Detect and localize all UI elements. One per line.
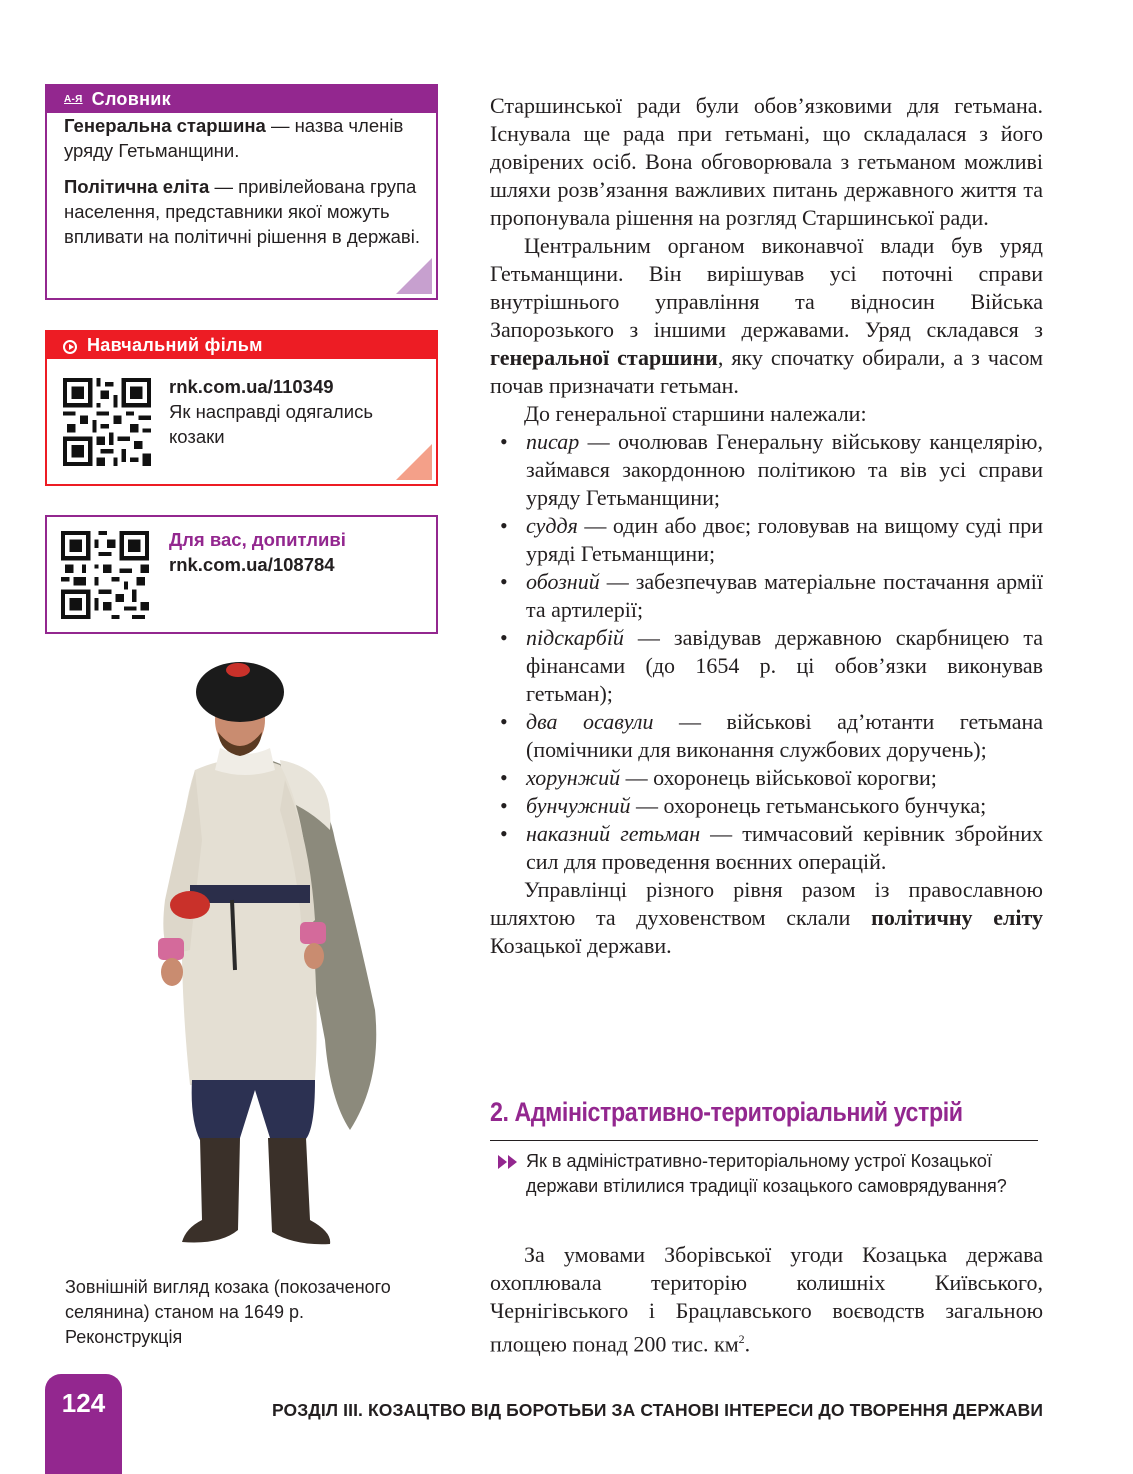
official-title: писар: [526, 429, 580, 454]
official-title: обозний: [526, 569, 600, 594]
official-title: суддя: [526, 513, 578, 538]
official-description: — забезпечував матеріальне постачання армії та артилерії;: [526, 569, 1043, 622]
curious-url[interactable]: rnk.com.ua/108784: [169, 554, 335, 575]
illustration-caption: Зовнішній вигляд козака (покозаченого селянина) станом на 1649 р. Реконструкція: [65, 1277, 391, 1347]
curious-link-block: [169, 527, 419, 577]
superscript: 2: [738, 1332, 745, 1346]
term-bold: генеральної старшини: [490, 345, 718, 370]
section-text: [490, 1241, 1043, 1358]
page-number: 124: [45, 1374, 122, 1474]
official-title: два осавули: [526, 709, 654, 734]
list-item: [490, 568, 1043, 624]
film-header: [47, 332, 436, 359]
curious-title: Для вас, допитливі: [169, 529, 346, 550]
glossary-term: Генеральна старшина: [64, 115, 266, 136]
running-head: РОЗДІЛ ІІІ. КОЗАЦТВО ВІД БОРОТЬБИ ЗА СТАНОВІ ІНТЕРЕСИ ДО ТВОРЕННЯ ДЕРЖАВИ: [271, 1400, 1043, 1420]
glossary-header: [47, 86, 436, 113]
paragraph: Старшинської ради були обов’язковими для гетьмана. Існувала ще рада при гетьмані, що складалася з його довірених осіб. Вона обговорювала з гетьманом можливі шляхи розв’язання важливих питань державного життя та пропонувала рішення на розгляд Старшинської ради.: [490, 93, 1043, 230]
paragraph: До генеральної старшини належали:: [524, 401, 867, 426]
corner-decoration: [396, 258, 432, 294]
glossary-box: [45, 84, 438, 300]
film-description: Як насправді одягались козаки: [169, 401, 373, 447]
cossack-illustration: [120, 660, 390, 1250]
paragraph: [490, 876, 1043, 960]
film-title: Навчальний фільм: [87, 335, 263, 355]
glossary-entry: [64, 174, 420, 249]
section-divider: [490, 1140, 1038, 1141]
list-item: [490, 428, 1043, 512]
question-text: Як в адміністративно-територіальному устрої Козацької держави втілилися традиції козацького самоврядування?: [526, 1151, 1007, 1196]
curious-box: [45, 515, 438, 634]
glossary-az-mark: А-Я: [64, 94, 83, 105]
paragraph: [490, 1241, 1043, 1358]
paragraph: [490, 232, 1043, 400]
text-span: Центральним органом виконавчої влади був уряд Гетьманщини. Він вирішував усі поточні справи внутрішнього управління та відносин Війська Запорозького з іншими державами. Уряд складався з: [490, 233, 1043, 342]
list-item: [490, 512, 1043, 568]
term-bold: політичну еліту: [871, 905, 1043, 930]
film-link-block: [169, 374, 419, 449]
officials-list: [490, 428, 1043, 876]
text-span: За умовами Зборівської угоди Козацька держава охоплювала територію колишніх Київського, Чернігівського і Брацлавського воєводств загальною площею понад 200 тис. км: [490, 1242, 1043, 1357]
section-heading: 2. Адміністративно-територіальний устрій: [490, 1097, 963, 1127]
official-description: — охоронець гетьманського бунчука;: [630, 793, 987, 818]
text-span: Козацької держави.: [490, 933, 672, 958]
official-description: — тимчасовий керівник збройних сил для проведення воєнних операцій.: [526, 821, 1043, 874]
official-title: підскарбій: [526, 625, 624, 650]
official-description: — охоронець військової корогви;: [620, 765, 937, 790]
list-item: [490, 820, 1043, 876]
text-span: .: [744, 1331, 751, 1357]
main-text: [490, 92, 1043, 960]
glossary-title: Словник: [91, 89, 171, 109]
glossary-definition: — привілейована група населення, представники якої можуть впливати на політичні рішення в державі.: [64, 176, 420, 247]
qr-code-icon[interactable]: [61, 531, 149, 619]
list-item: [490, 624, 1043, 708]
list-item: [490, 708, 1043, 764]
glossary-entry: [64, 113, 420, 163]
list-item: [490, 792, 1043, 820]
glossary-definition: — назва членів уряду Гетьманщини.: [64, 115, 404, 161]
official-description: — очолював Генеральну військову канцелярію, займався закордонною політикою та вів усі справи уряду Гетьманщини;: [526, 429, 1043, 510]
play-icon: [63, 340, 77, 354]
official-title: хорунжий: [526, 765, 621, 790]
film-box: [45, 330, 438, 486]
text-span: , яку спочатку обирали, а з часом почав призначати гетьман.: [490, 345, 1043, 398]
double-arrow-icon: [498, 1155, 520, 1169]
official-title: наказний гетьман: [526, 821, 701, 846]
official-description: — завідував державною скарбницею та фінансами (до 1654 р. ці обов’язки виконував гетьман);: [526, 625, 1043, 706]
corner-decoration: [396, 444, 432, 480]
section-question: [498, 1149, 1018, 1199]
official-title: бунчужний: [526, 793, 631, 818]
qr-code-icon[interactable]: [63, 378, 151, 466]
glossary-term: Політична еліта: [64, 176, 210, 197]
official-description: — один або двоє; головував на вищому суді при уряді Гетьманщини;: [526, 513, 1043, 566]
list-item: [490, 764, 1043, 792]
text-span: Управлінці різного рівня разом із православною шляхтою та духовенством склали: [490, 877, 1043, 930]
official-description: — військові ад’ютанти гетьмана (помічники для виконання службових доручень);: [526, 709, 1043, 762]
film-url[interactable]: rnk.com.ua/110349: [169, 376, 334, 397]
